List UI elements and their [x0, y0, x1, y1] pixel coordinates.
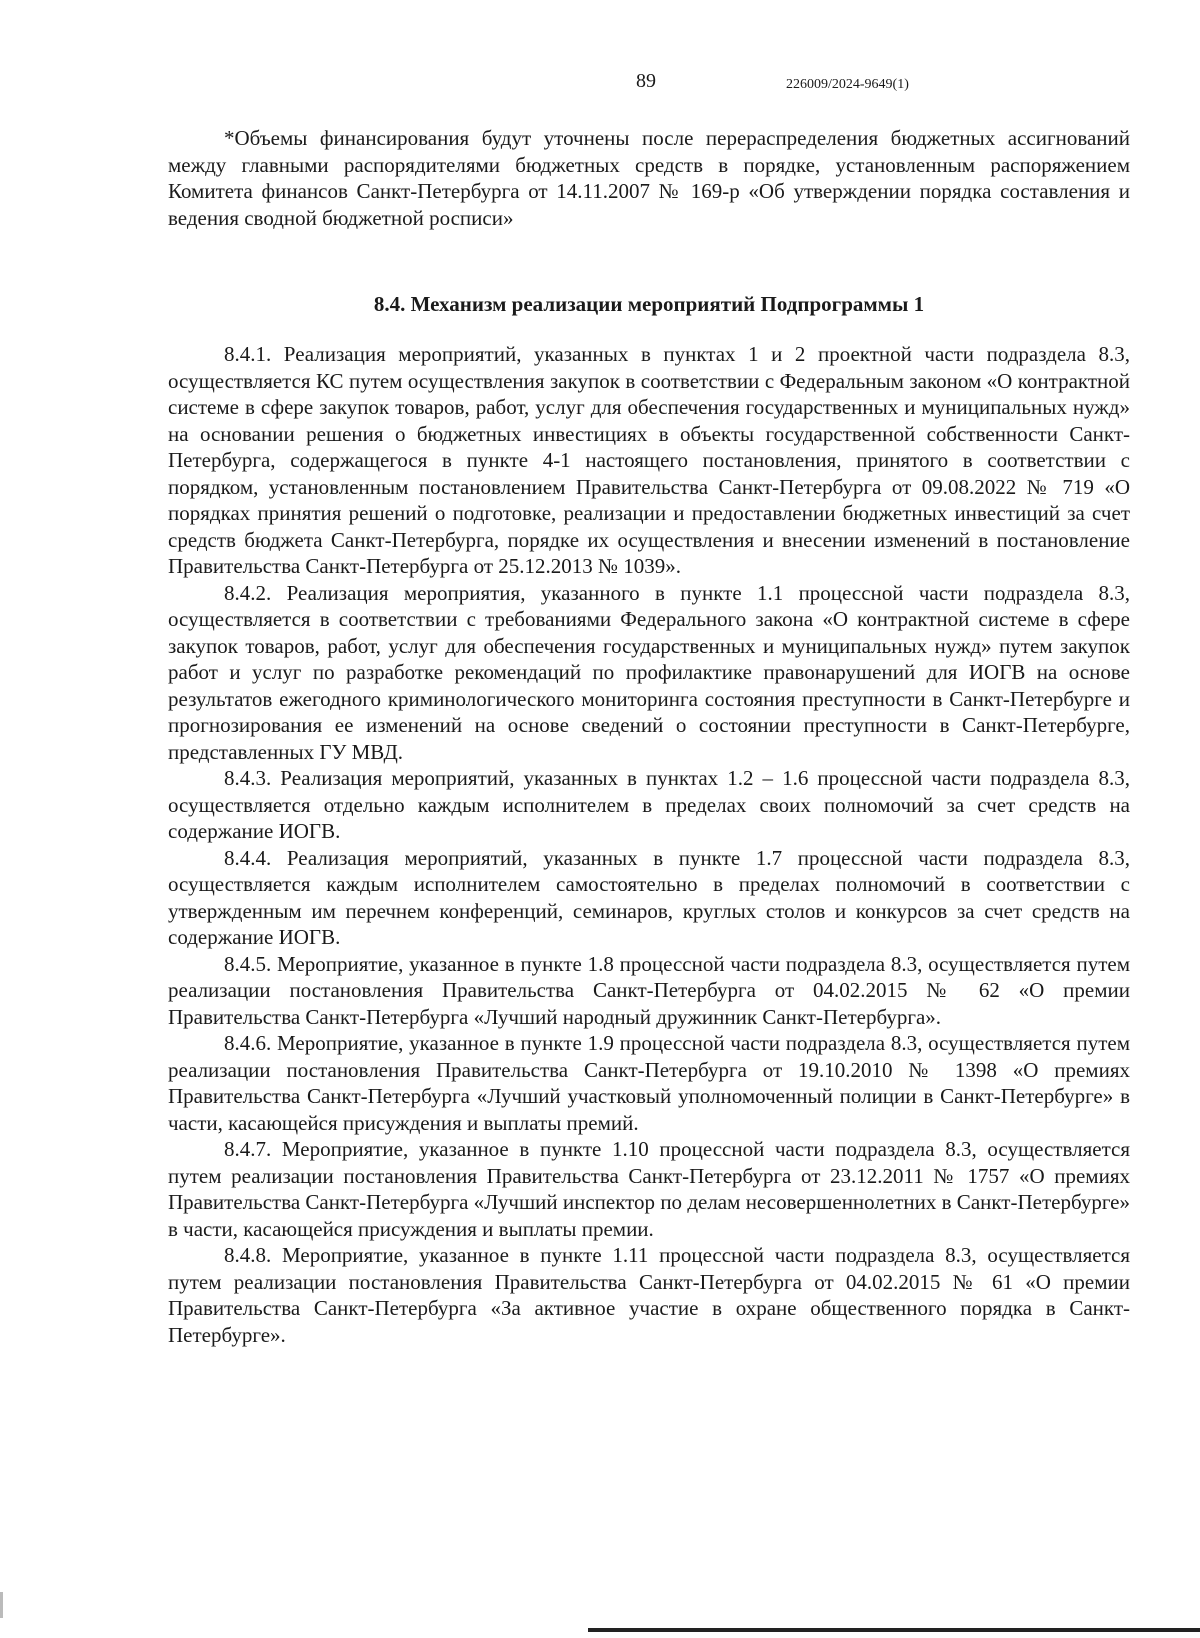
section-heading: 8.4. Механизм реализации мероприятий Подпрограммы 1 — [373, 292, 925, 316]
paragraph-8-4-2: 8.4.2. Реализация мероприятия, указанного в пункте 1.1 процессной части подраздела 8.3, осуществляется в соответствии с требованиями Федерального закона «О контрактной системе в сфере закупок товаров, работ, услуг для обеспечения государственных и муниципальных нужд» путем закупок работ и услуг по разработке рекомендаций по профилактике правонарушений для ИОГВ на основе результатов ежегодного криминологического мониторинга состояния преступности в Санкт-Петербурге и прогнозирования ее изменений на основе сведений о состоянии преступности в Санкт-Петербурге, представленных ГУ МВД. — [168, 580, 1130, 764]
paragraph-8-4-4: 8.4.4. Реализация мероприятий, указанных в пункте 1.7 процессной части подраздела 8.3, осуществляется каждым исполнителем самостоятельно в пределах полномочий в соответствии с утвержденным им перечнем конференций, семинаров, круглых столов и конкурсов за счет средств на содержание ИОГВ. — [168, 845, 1130, 949]
page-number: 89 — [636, 70, 656, 92]
footnote-paragraph: *Объемы финансирования будут уточнены после перераспределения бюджетных ассигнований между главными распорядителями бюджетных средств в порядке, установленным распоряжением Комитета финансов Санкт-Петербурга от 14.11.2007 № 169-р «Об утверждении порядка составления и ведения сводной бюджетной росписи» — [168, 126, 1130, 230]
paragraph-8-4-6: 8.4.6. Мероприятие, указанное в пункте 1.9 процессной части подраздела 8.3, осуществляется путем реализации постановления Правительства Санкт-Петербурга от 19.10.2010 № 1398 «О премиях Правительства Санкт-Петербурга «Лучший участковый уполномоченный полиции в Санкт-Петербурге» в части, касающейся присуждения и выплаты премий. — [168, 1031, 1130, 1135]
scan-edge-mark — [0, 1592, 3, 1618]
paragraph-8-4-5: 8.4.5. Мероприятие, указанное в пункте 1.8 процессной части подраздела 8.3, осуществляется путем реализации постановления Правительства Санкт-Петербурга от 04.02.2015 № 62 «О премии Правительства Санкт-Петербурга «Лучший народный дружинник Санкт-Петербурга». — [168, 951, 1130, 1029]
document-registration-number: 226009/2024-9649(1) — [786, 77, 909, 92]
scan-bottom-rule — [588, 1628, 1200, 1632]
financing-footnote — [168, 125, 1130, 231]
section-body — [168, 341, 1130, 1348]
paragraph-8-4-7: 8.4.7. Мероприятие, указанное в пункте 1.10 процессной части подраздела 8.3, осуществляется путем реализации постановления Правительства Санкт-Петербурга от 23.12.2011 № 1757 «О премиях Правительства Санкт-Петербурга «Лучший инспектор по делам несовершеннолетних в Санкт-Петербурге» в части, касающейся присуждения и выплаты премии. — [168, 1137, 1130, 1241]
paragraph-8-4-8: 8.4.8. Мероприятие, указанное в пункте 1.11 процессной части подраздела 8.3, осуществляется путем реализации постановления Правительства Санкт-Петербурга от 04.02.2015 № 61 «О премии Правительства Санкт-Петербурга «За активное участие в охране общественного порядка в Санкт-Петербурге». — [168, 1243, 1130, 1347]
paragraph-8-4-3: 8.4.3. Реализация мероприятий, указанных в пунктах 1.2 – 1.6 процессной части подраздела 8.3, осуществляется отдельно каждым исполнителем в пределах своих полномочий за счет средств на содержание ИОГВ. — [168, 766, 1130, 843]
paragraph-8-4-1: 8.4.1. Реализация мероприятий, указанных в пунктах 1 и 2 проектной части подраздела 8.3, осуществляется КС путем осуществления закупок в соответствии с Федеральным законом «О контрактной системе в сфере закупок товаров, работ, услуг для обеспечения государственных и муниципальных нужд» на основании решения о бюджетных инвестициях в объекты государственной собственности Санкт-Петербурга, содержащегося в пункте 4-1 настоящего постановления, принятого в соответствии с порядком, установленным постановлением Правительства Санкт-Петербурга от 09.08.2022 № 719 «О порядках принятия решений о подготовке, реализации и предоставлении бюджетных инвестиций за счет средств бюджета Санкт-Петербурга, порядке их осуществления и внесении изменений в постановление Правительства Санкт-Петербурга от 25.12.2013 № 1039». — [168, 342, 1130, 578]
